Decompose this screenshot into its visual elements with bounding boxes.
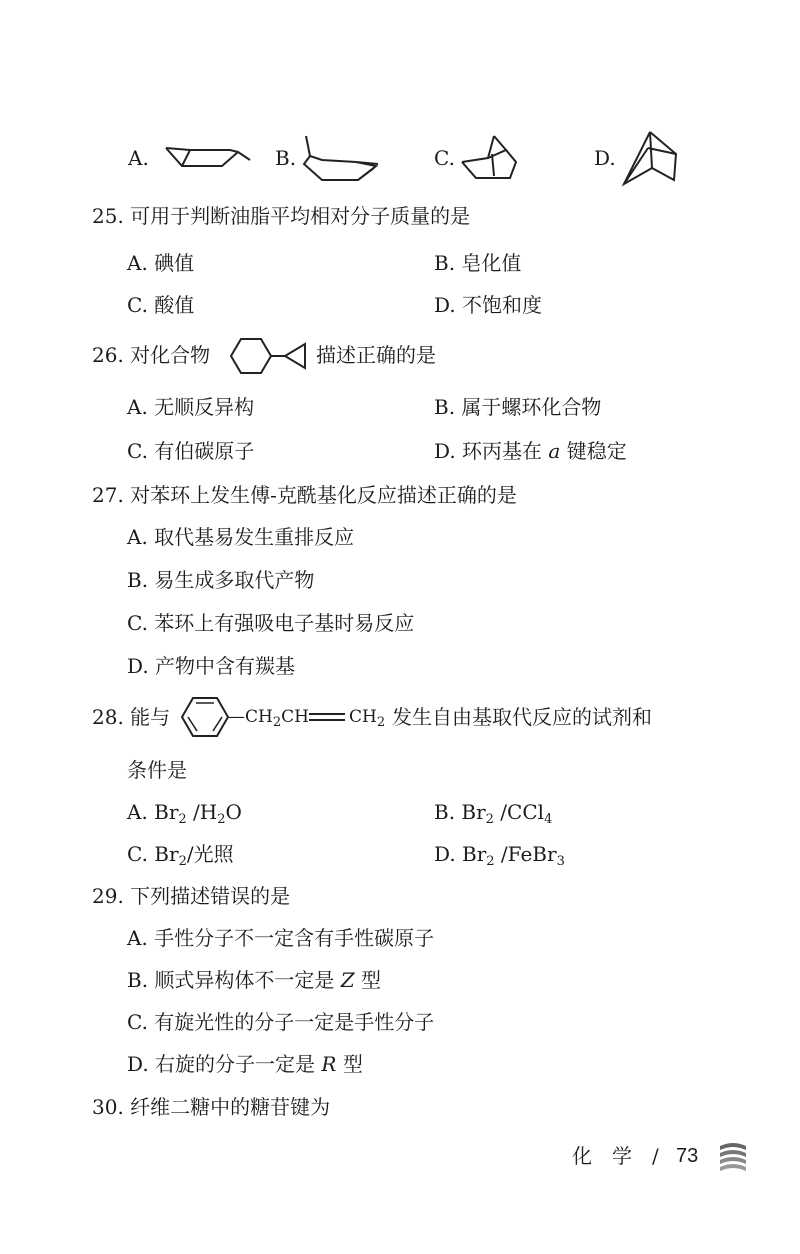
question-26-option-b: B. 属于螺环化合物 bbox=[434, 395, 602, 419]
question-29-option-d-suffix: 型 bbox=[342, 1052, 363, 1076]
question-27-option-d: D. 产物中含有羰基 bbox=[127, 654, 296, 678]
question-28-number: 28. bbox=[92, 705, 124, 729]
footer-page-number: 73 bbox=[676, 1145, 699, 1167]
question-25-option-a: A. 碘值 bbox=[127, 251, 195, 275]
question-28-option-d-label: D. Br bbox=[434, 842, 487, 866]
question-25-number: 25. bbox=[92, 204, 124, 228]
question-29-option-d-italic: R bbox=[321, 1052, 337, 1076]
question-27-stem bbox=[92, 481, 517, 509]
question-29-option-c: C. 有旋光性的分子一定是手性分子 bbox=[127, 1010, 435, 1034]
question-29-option-b-italic: Z bbox=[340, 968, 355, 992]
question-28-option-a-end: O bbox=[225, 800, 242, 824]
question-26-option-d-prefix: D. 环丙基在 bbox=[434, 439, 543, 463]
question-30-text: 纤维二糖中的糖苷键为 bbox=[130, 1095, 331, 1119]
question-28-option-b-sub1: 2 bbox=[485, 812, 494, 827]
question-28-stem-start bbox=[92, 703, 170, 731]
question-26-text-after: 描述正确的是 bbox=[316, 343, 436, 367]
question-30-number: 30. bbox=[92, 1095, 124, 1119]
question-28-option-c-label: C. Br bbox=[127, 842, 179, 866]
question-26-option-d bbox=[434, 437, 627, 465]
question-26-option-d-italic: a bbox=[548, 439, 561, 463]
q24-option-c-structure bbox=[458, 132, 522, 186]
question-30-stem bbox=[92, 1093, 330, 1121]
question-28-option-b bbox=[434, 798, 552, 834]
question-26-text-before: 对化合物 bbox=[130, 343, 211, 367]
question-27-option-a: A. 取代基易发生重排反应 bbox=[127, 525, 355, 549]
footer-subject: 化 学 bbox=[572, 1144, 632, 1168]
question-27-option-c: C. 苯环上有强吸电子基时易反应 bbox=[127, 611, 415, 635]
question-28-option-b-label: B. Br bbox=[434, 800, 486, 824]
question-26-option-c: C. 有伯碳原子 bbox=[127, 439, 255, 463]
question-28-benzene-ring bbox=[178, 694, 234, 740]
question-27-number: 27. bbox=[92, 483, 124, 507]
q24-option-a-structure bbox=[160, 140, 256, 182]
question-29-number: 29. bbox=[92, 884, 124, 908]
question-26-option-d-suffix: 键稳定 bbox=[566, 439, 627, 463]
question-25-option-c: C. 酸值 bbox=[127, 293, 195, 317]
question-28-double-bond bbox=[307, 711, 347, 723]
question-28-option-d-sub1: 2 bbox=[486, 854, 495, 869]
question-28-text-after: 发生自由基取代反应的试剂和 bbox=[392, 705, 652, 729]
question-28-formula-sub2: 2 bbox=[376, 715, 386, 730]
q24-option-a-label: A. bbox=[128, 146, 149, 170]
q24-option-c-label: C. bbox=[434, 146, 455, 170]
question-25-option-b: B. 皂化值 bbox=[434, 251, 522, 275]
question-28-formula bbox=[228, 703, 309, 737]
question-28-formula-ch: CH bbox=[281, 707, 309, 727]
question-29-stem bbox=[92, 882, 290, 910]
question-29-option-b-suffix: 型 bbox=[361, 968, 382, 992]
question-28-option-b-mid: /CCl bbox=[493, 800, 545, 824]
footer-separator: / bbox=[652, 1144, 659, 1168]
question-25-text: 可用于判断油脂平均相对分子质量的是 bbox=[130, 204, 471, 228]
question-28-option-c-sub1: 2 bbox=[178, 854, 187, 869]
question-29-option-d-prefix: D. 右旋的分子一定是 bbox=[127, 1052, 316, 1076]
question-28-option-a-mid: /H bbox=[186, 800, 218, 824]
q24-option-d-structure bbox=[618, 128, 680, 190]
question-26-stem-start bbox=[92, 341, 210, 369]
question-28-formula-ch2: CH bbox=[349, 707, 377, 727]
question-28-option-d bbox=[434, 840, 565, 876]
question-28-text-line2: 条件是 bbox=[127, 758, 187, 782]
question-26-structure bbox=[225, 336, 311, 376]
q24-option-d-label: D. bbox=[594, 146, 616, 170]
question-28-option-a-sub1: 2 bbox=[178, 812, 187, 827]
question-29-option-d bbox=[127, 1050, 363, 1078]
question-28-option-a-sub2: 2 bbox=[217, 812, 226, 827]
question-28-formula-sub1: 2 bbox=[272, 715, 282, 730]
question-28-option-d-mid: /FeBr bbox=[494, 842, 557, 866]
question-29-option-b-prefix: B. 顺式异构体不一定是 bbox=[127, 968, 335, 992]
question-28-option-a-label: A. Br bbox=[127, 800, 179, 824]
question-26-number: 26. bbox=[92, 343, 124, 367]
question-28-formula-chain: —CH bbox=[228, 707, 273, 727]
question-29-option-a: A. 手性分子不一定含有手性碳原子 bbox=[127, 926, 435, 950]
question-25-stem bbox=[92, 202, 470, 230]
question-27-text: 对苯环上发生傅-克酰基化反应描述正确的是 bbox=[130, 483, 517, 507]
question-29-option-b bbox=[127, 966, 381, 994]
question-26-option-a: A. 无顺反异构 bbox=[127, 395, 255, 419]
question-28-option-c-mid: /光照 bbox=[186, 842, 234, 866]
q24-option-b-label: B. bbox=[275, 146, 297, 170]
question-28-option-a bbox=[127, 798, 242, 834]
book-stack-icon bbox=[716, 1138, 750, 1174]
question-27-option-b: B. 易生成多取代产物 bbox=[127, 568, 315, 592]
question-28-option-b-sub2: 4 bbox=[544, 812, 553, 827]
q24-option-b-structure bbox=[298, 134, 388, 188]
question-28-option-c bbox=[127, 840, 234, 876]
question-28-option-d-sub2: 3 bbox=[556, 854, 565, 869]
question-28-formula-end bbox=[349, 703, 385, 737]
question-28-text-before: 能与 bbox=[130, 705, 171, 729]
question-25-option-d: D. 不饱和度 bbox=[434, 293, 543, 317]
question-29-text: 下列描述错误的是 bbox=[130, 884, 291, 908]
